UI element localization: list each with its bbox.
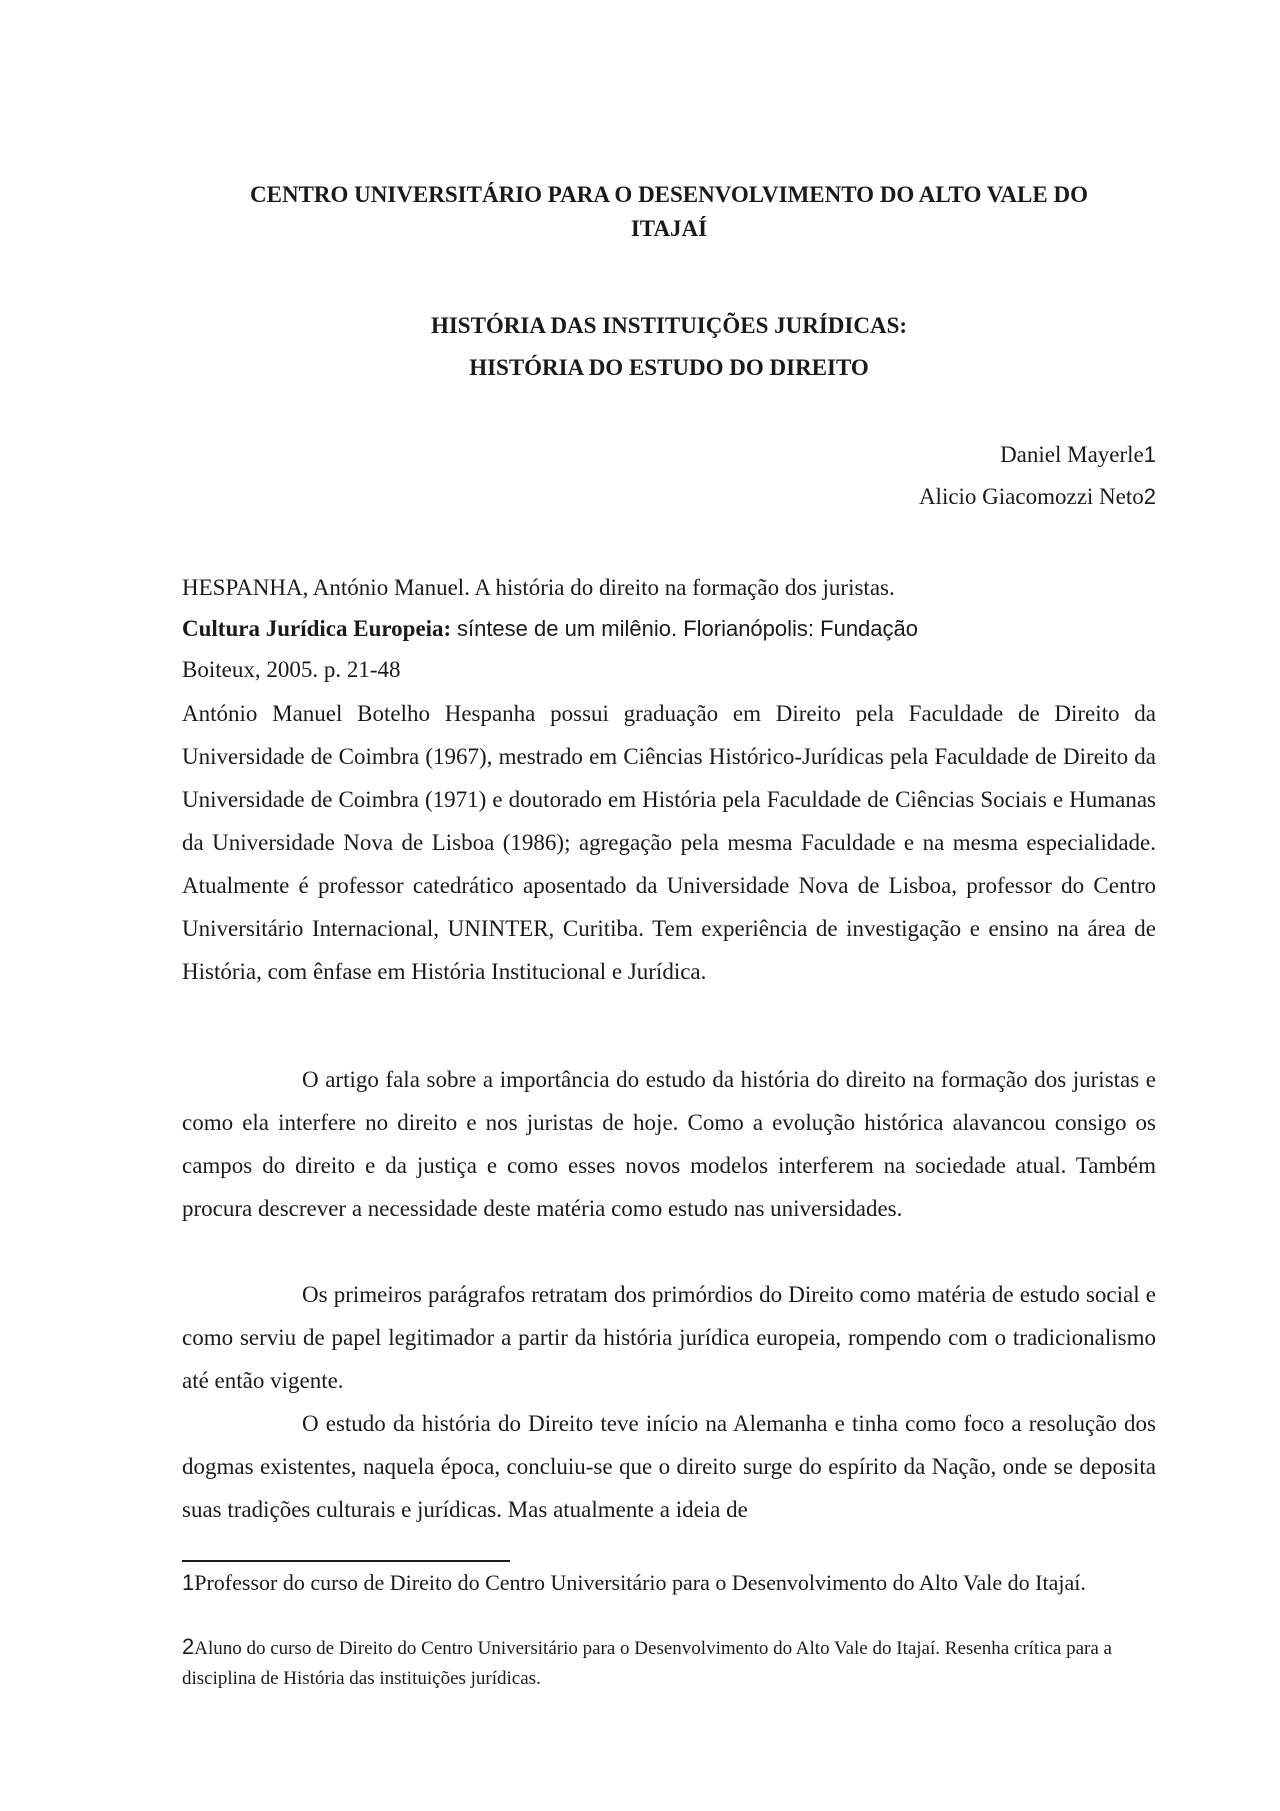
author-name: Alicio Giacomozzi Neto xyxy=(918,484,1144,509)
title-line-2: HISTÓRIA DO ESTUDO DO DIREITO xyxy=(469,355,869,380)
footnote-1-text: Professor do curso de Direito do Centro Universitário para o Desenvolvimento do Alto Vale do Itajaí. xyxy=(194,1570,1086,1595)
reference-line-1: HESPANHA, António Manuel. A história do direito na formação dos juristas. xyxy=(182,575,895,600)
reference-book-title: Cultura Jurídica Europeia: xyxy=(182,616,452,641)
institution-heading xyxy=(182,178,1156,246)
title-line-1: HISTÓRIA DAS INSTITUIÇÕES JURÍDICAS: xyxy=(430,313,908,338)
reference-line-3: Boiteux, 2005. p. 21-48 xyxy=(182,657,401,682)
institution-line-2: ITAJAÍ xyxy=(630,216,708,241)
author-2 xyxy=(182,476,1156,518)
footnote-separator xyxy=(182,1560,510,1562)
footnote-marker: 2 xyxy=(1143,484,1156,509)
author-name: Daniel Mayerle xyxy=(1000,442,1144,467)
footnote-1 xyxy=(182,1566,1156,1599)
body-paragraph-2: Os primeiros parágrafos retratam dos primórdios do Direito como matéria de estudo social e como serviu de papel legitimador a partir da história jurídica europeia, rompendo com o tradicionalismo até então vigente. xyxy=(182,1282,1156,1393)
author-bio: António Manuel Botelho Hespanha possui graduação em Direito pela Faculdade de Direito da Universidade de Coimbra (1967), mestrado em Ciências Histórico-Jurídicas pela Faculdade de Direito da Universidade de Coimbra (1971) e doutorado em História pela Faculdade de Ciências Sociais e Humanas da Universidade Nova de Lisboa (1986); agregação pela mesma Faculdade e na mesma especialidade. Atualmente é professor catedrático aposentado da Universidade Nova de Lisboa, professor do Centro Universitário Internacional, UNINTER, Curitiba. Tem experiência de investigação e ensino na área de História, com ênfase em História Institucional e Jurídica. xyxy=(182,701,1156,984)
reference-subtitle: síntese de um milênio. Florianópolis: Fundação xyxy=(456,616,918,641)
author-list xyxy=(182,434,1156,518)
author-1 xyxy=(182,434,1156,476)
document-title xyxy=(182,309,1156,385)
footnote-2 xyxy=(182,1632,1156,1694)
footnote-2-marker: 2 xyxy=(182,1634,195,1659)
bibliographic-reference xyxy=(182,567,1002,690)
reference-line-2 xyxy=(182,608,1002,649)
footnote-marker: 1 xyxy=(1143,442,1156,467)
footnote-1-marker: 1 xyxy=(182,1570,195,1595)
footnote-2-text: Aluno do curso de Direito do Centro Universitário para o Desenvolvimento do Alto Vale do Itajaí. Resenha crítica para a disciplina de História das instituições jurídicas. xyxy=(182,1638,1112,1689)
institution-line-1: CENTRO UNIVERSITÁRIO PARA O DESENVOLVIMENTO DO ALTO VALE DO xyxy=(250,182,1088,207)
body-paragraph-3: O estudo da história do Direito teve início na Alemanha e tinha como foco a resolução dos dogmas existentes, naquela época, concluiu-se que o direito surge do espírito da Nação, onde se deposita suas tradições culturais e jurídicas. Mas atualmente a ideia de xyxy=(182,1411,1156,1522)
body-paragraph-1: O artigo fala sobre a importância do estudo da história do direito na formação dos juristas e como ela interfere no direito e nos juristas de hoje. Como a evolução histórica alavancou consigo os campos do direito e da justiça e como esses novos modelos interferem na sociedade atual. Também procura descrever a necessidade deste matéria como estudo nas universidades. xyxy=(182,1067,1156,1221)
